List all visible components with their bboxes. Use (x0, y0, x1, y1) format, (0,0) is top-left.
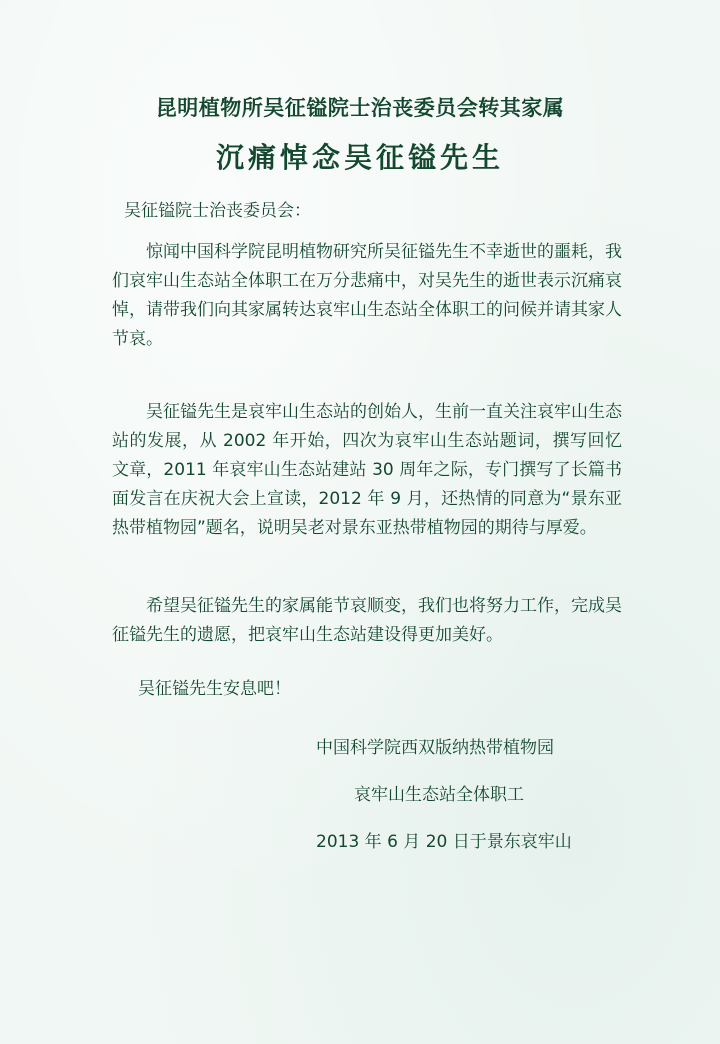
letter-header-line: 昆明植物所吴征镒院士治丧委员会转其家属 (155, 96, 565, 120)
letter-paragraph-3: 希望吴征镒先生的家属能节哀顺变，我们也将努力工作，完成吴征镒先生的遗愿，把哀牢山生态站建设得更加美好。 (112, 596, 622, 645)
letter-paragraph-1: 惊闻中国科学院昆明植物研究所吴征镒先生不幸逝世的噩耗，我们哀牢山生态站全体职工在万分悲痛中，对吴先生的逝世表示沉痛哀悼，请带我们向其家属转达哀牢山生态站全体职工的问候并请其家人节哀。 (112, 242, 622, 349)
signature-organization: 中国科学院西双版纳热带植物园 (316, 738, 554, 758)
letter-title: 沉痛悼念吴征镒先生 (215, 141, 504, 174)
signature-date-place: 2013 年 6 月 20 日于景东哀牢山 (316, 832, 572, 852)
letter-paragraph-2: 吴征镒先生是哀牢山生态站的创始人，生前一直关注哀牢山生态站的发展，从 2002 年开始，四次为哀牢山生态站题词，撰写回忆文章，2011 年哀牢山生态站建站 30 周年之际，专门撰写了长篇书面发言在庆祝大会上宣读，2012 年 9 月，还热情的同意为“景东亚热带植物园”题名，说明吴老对景东亚热带植物园的期待与厚爱。 (112, 402, 622, 538)
letter-closing: 吴征镒先生安息吧！ (138, 679, 291, 699)
signature-staff: 哀牢山生态站全体职工 (354, 785, 524, 805)
letter-salutation: 吴征镒院士治丧委员会： (124, 201, 311, 221)
